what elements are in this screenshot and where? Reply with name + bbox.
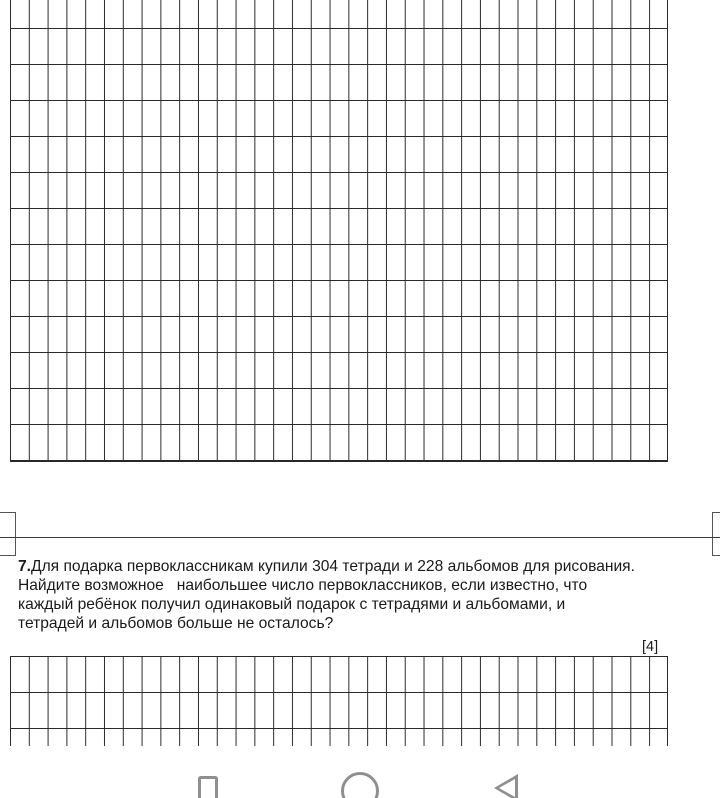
home-icon[interactable] [341,772,379,798]
answer-grid-top [10,0,668,462]
question-line-2: Найдите возможное наибольшее число первоклассников, если известно, что [18,577,588,594]
android-navigation-bar [0,748,720,798]
grid-top-right-border [667,0,668,462]
grid-top-bottom-border [10,461,668,462]
section-divider [0,537,720,538]
back-icon-inner [499,779,515,797]
question-number: 7. [18,558,32,575]
recent-apps-icon[interactable] [198,776,218,798]
question-line-3: каждый ребёнок получил одинаковый подарок с тетрадями и альбомами, и [18,596,566,613]
question-line-4: тетрадей и альбомов больше не осталось? [18,615,334,632]
margin-box-right [712,512,720,556]
answer-grid-bottom [10,656,668,746]
question-line-1: 7.Для подарка первоклассникам купили 304 тетради и 228 альбомов для рисования. [18,558,635,575]
score-label: [4] [642,639,659,655]
grid-bottom-right-border [667,656,668,746]
question-7 [18,557,720,633]
margin-box-left [0,512,16,556]
